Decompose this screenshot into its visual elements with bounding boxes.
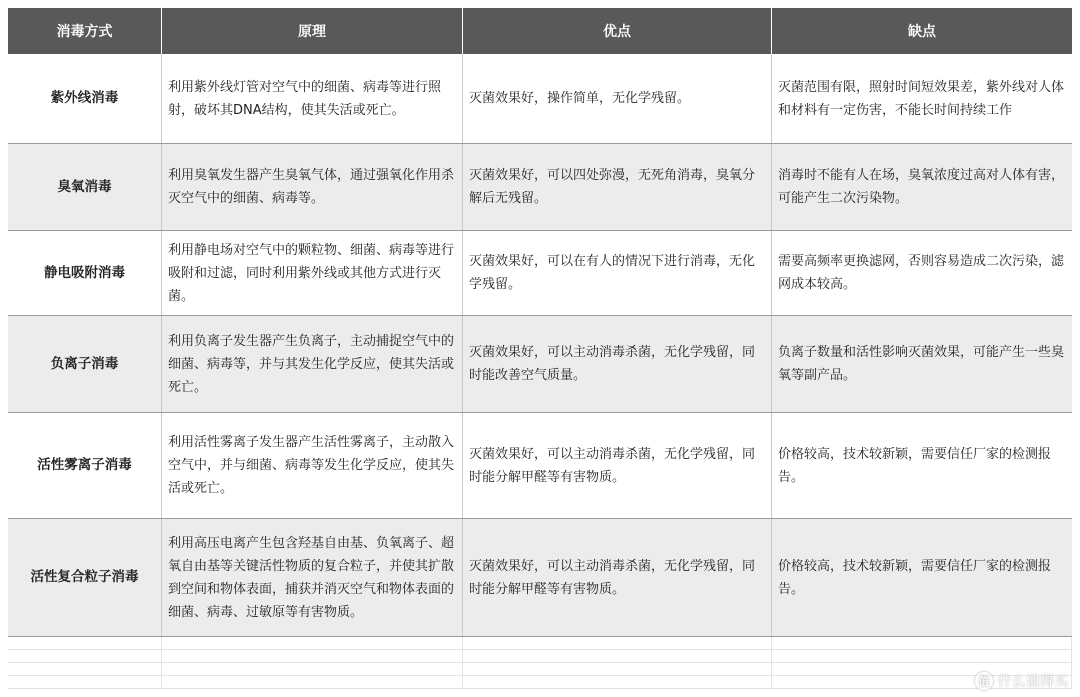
cons-cell: 消毒时不能有人在场，臭氧浓度过高对人体有害，可能产生二次污染物。: [778, 168, 1065, 206]
table-row: [8, 54, 1072, 144]
table-header: [8, 8, 1072, 54]
header-pros: 优点: [463, 8, 772, 54]
principle-cell: 利用负离子发生器产生负离子，主动捕捉空气中的细菌、病毒等，并与其发生化学反应，使其失活或死亡。: [162, 316, 463, 412]
table-row: [8, 413, 1072, 519]
header-cons: 缺点: [908, 24, 936, 40]
cons-cell: 价格较高，技术较新颖，需要信任厂家的检测报告。: [778, 446, 1052, 485]
watermark-text: 什么值得买: [998, 674, 1068, 690]
principle-cell: 利用紫外线灯管对空气中的细菌、病毒等进行照射，破坏其DNA结构，使其失活或死亡。: [162, 54, 463, 143]
pros-cell: 灭菌效果好，可以四处弥漫，无死角消毒，臭氧分解后无残留。: [463, 144, 772, 230]
method-name: 静电吸附消毒: [8, 231, 162, 315]
principle-cell: 利用活性雾离子发生器产生活性雾离子，主动散入空气中，并与细菌、病毒等发生化学反应，使其失活或死亡。: [162, 413, 463, 518]
pros-cell: 灭菌效果好，可以在有人的情况下进行消毒，无化学残留。: [463, 231, 772, 315]
method-name: 紫外线消毒: [8, 54, 162, 143]
empty-row: [8, 663, 1072, 676]
smzdm-logo-icon: 值: [975, 672, 993, 690]
pros-cell: 灭菌效果好，可以主动消毒杀菌，无化学残留，同时能分解甲醛等有害物质。: [463, 519, 772, 636]
comparison-table: [8, 8, 1072, 689]
header-principle: 原理: [162, 8, 463, 54]
table-row: [8, 144, 1072, 231]
method-name: 臭氧消毒: [8, 144, 162, 230]
watermark: [975, 671, 1068, 691]
table-row: [8, 519, 1072, 637]
table-row: [8, 316, 1072, 413]
cons-cell: 需要高频率更换滤网，否则容易造成二次污染，滤网成本较高。: [778, 254, 1065, 292]
empty-row: [8, 637, 1072, 650]
method-name: 活性雾离子消毒: [8, 413, 162, 518]
cons-cell: 灭菌范围有限，照射时间短效果差，紫外线对人体和材料有一定伤害，不能长时间持续工作: [778, 79, 1065, 118]
table-row: [8, 231, 1072, 316]
pros-cell: 灭菌效果好，操作简单，无化学残留。: [463, 54, 772, 143]
principle-cell: 利用臭氧发生器产生臭氧气体，通过强氧化作用杀灭空气中的细菌、病毒等。: [162, 144, 463, 230]
principle-cell: 利用静电场对空气中的颗粒物、细菌、病毒等进行吸附和过滤，同时利用紫外线或其他方式进行灭菌。: [162, 231, 463, 315]
header-method: 消毒方式: [8, 8, 162, 54]
pros-cell: 灭菌效果好，可以主动消毒杀菌，无化学残留，同时能分解甲醛等有害物质。: [463, 413, 772, 518]
empty-row: [8, 650, 1072, 663]
principle-cell: 利用高压电离产生包含羟基自由基、负氧离子、超氧自由基等关键活性物质的复合粒子，并使其扩散到空间和物体表面，捕获并消灭空气和物体表面的细菌、病毒、过敏原等有害物质。: [162, 519, 463, 636]
method-name: 活性复合粒子消毒: [8, 519, 162, 636]
empty-row: [8, 676, 1072, 689]
pros-cell: 灭菌效果好，可以主动消毒杀菌，无化学残留，同时能改善空气质量。: [463, 316, 772, 412]
method-name: 负离子消毒: [8, 316, 162, 412]
cons-cell: 负离子数量和活性影响灭菌效果，可能产生一些臭氧等副产品。: [778, 345, 1065, 383]
cons-cell: 价格较高，技术较新颖，需要信任厂家的检测报告。: [778, 558, 1052, 597]
